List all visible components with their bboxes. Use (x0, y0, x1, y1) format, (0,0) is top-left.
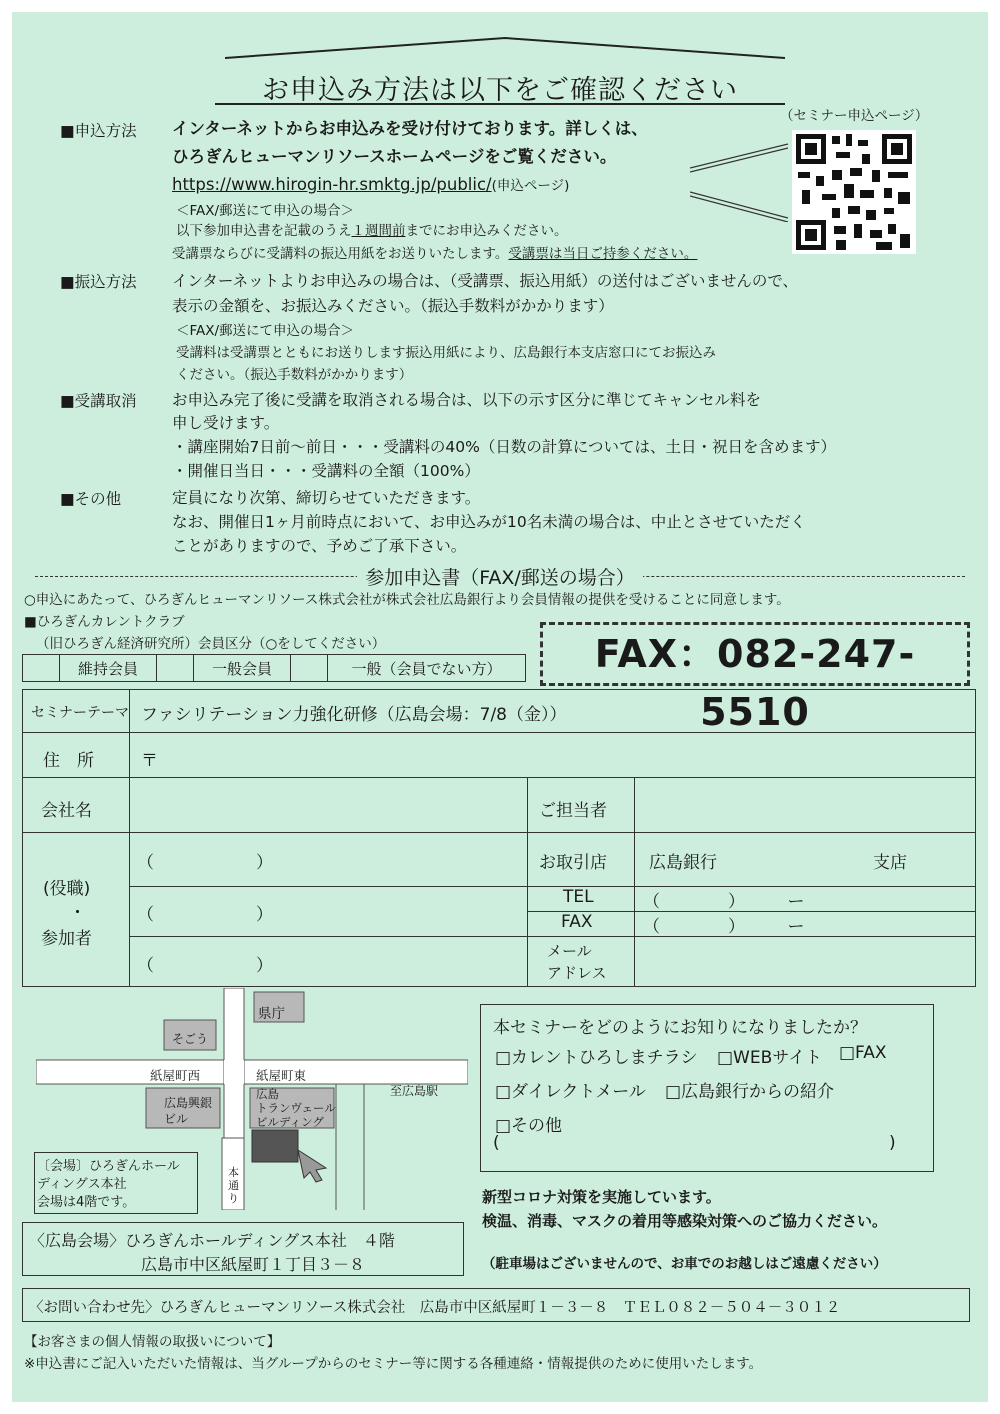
parking-note: （駐車場はございませんので、お車でのお越しはご遠慮ください） (482, 1256, 887, 1272)
transfer-fax-head: ＜FAX/郵送にて申込の場合＞ (176, 323, 355, 339)
company-label: 会社名 (41, 801, 92, 821)
form-title: 参加申込書（FAX/郵送の場合） (357, 567, 643, 589)
bank-value: 広島銀行 (649, 853, 717, 873)
transfer-fax-1: 受講料は受講票とともにお送りします振込用紙により、広島銀行本支店窓口にてお振込み (176, 345, 716, 361)
map-to-station: 至広島駅 (390, 1084, 439, 1098)
map-tv-3: ビルディング (256, 1115, 324, 1129)
apply-url-link[interactable]: https://www.hirogin-hr.smktg.jp/public/ (172, 175, 492, 194)
question-title: 本セミナーをどのようにお知りになりましたか？ (493, 1018, 867, 1038)
cancel-line-2: 申し受けます。 (172, 414, 280, 432)
transfer-line-2: 表示の金額を、お振込みください。（振込手数料がかかります） (172, 297, 614, 315)
apply-fax-bring: 受講票は当日ご持参ください。 (508, 246, 698, 262)
apply-fax-1: 以下参加申込書を記載のうえ (176, 223, 352, 239)
participant-2-field[interactable]: （ ） (137, 905, 273, 925)
venue-address-box (22, 1222, 464, 1276)
contact-text: 〈お問い合わせ先〉ひろぎんヒューマンリソース株式会社 広島市中区紙屋町１－３－８ ＴＥＬ０８２－５０４－３０１２ (29, 1300, 841, 1316)
tel-field[interactable]: （ ） ー (643, 892, 805, 912)
fax-field[interactable]: （ ） ー (643, 917, 805, 937)
map-kencho: 県庁 (258, 1006, 285, 1022)
application-form (22, 689, 976, 987)
apply-line-2: ひろぎんヒューマンリソースホームページをご覧ください。 (172, 147, 617, 166)
club-title: ■ひろぎんカレントクラブ (24, 614, 185, 630)
venue-note-2: ディングス本社 (37, 1177, 127, 1192)
member-check-1[interactable] (23, 655, 60, 682)
map-tv-1: 広島 (256, 1087, 279, 1101)
club-subtitle: （旧ひろぎん経済研究所）会員区分（○をしてください） (36, 636, 386, 652)
other-label: ■その他 (60, 490, 122, 508)
option-web[interactable]: □WEBサイト (717, 1048, 823, 1068)
other-paren-close: ) (889, 1133, 896, 1153)
address-label: 住 所 (43, 751, 94, 771)
map-hondori: 本通り (228, 1166, 239, 1205)
title-underline (215, 102, 785, 106)
mail-label-1: メール (547, 942, 592, 960)
mail-label-2: アドレス (547, 964, 607, 982)
cancel-line-3: ・講座開始7日前～前日・・・受講料の40%（日数の計算については、土日・祝日を含めます） (172, 438, 837, 456)
theme-label: セミナーテーマ (31, 705, 129, 721)
fax-label: FAX (561, 912, 593, 932)
map-kamiya-west: 紙屋町西 (150, 1068, 201, 1083)
tel-label: TEL (563, 887, 594, 907)
map-kamiya-east: 紙屋町東 (256, 1068, 307, 1083)
transfer-fax-2: ください。（振込手数料がかかります） (176, 367, 413, 383)
venue-address-1: 〈広島会場〉ひろぎんホールディングス本社 ４階 (29, 1231, 395, 1250)
covid-line-1: 新型コロナ対策を実施しています。 (482, 1188, 721, 1206)
address-postal[interactable]: 〒 (141, 751, 158, 771)
venue-address-2: 広島市中区紙屋町１丁目３－８ (141, 1255, 366, 1274)
participant-label-dot: ・ (69, 903, 86, 923)
qr-caption: （セミナー申込ページ） (780, 108, 929, 124)
other-paren-open: ( (493, 1133, 500, 1153)
privacy-heading: 【お客さまの個人情報の取扱いについて】 (24, 1334, 281, 1350)
participant-label: 参加者 (41, 929, 92, 949)
option-fax[interactable]: □FAX (839, 1043, 887, 1063)
cancel-line-4: ・開催日当日・・・受講料の全額（100%） (172, 462, 480, 480)
map-tv-2: トランヴェール (256, 1101, 336, 1115)
qr-code-icon[interactable] (792, 130, 916, 254)
apply-fax-head: ＜FAX/郵送にて申込の場合＞ (176, 203, 355, 219)
consent-text: ○申込にあたって、ひろぎんヒューマンリソース株式会社が株式会社広島銀行より会員情報の提供を受けることに同意します。 (24, 592, 790, 608)
transfer-label: ■振込方法 (60, 273, 137, 291)
venue-note-1: 〔会場〕ひろぎんホール (37, 1159, 180, 1174)
member-type-nonmember: 一般（会員でない方） (328, 655, 526, 682)
apply-line-1: インターネットからお申込みを受け付けております。詳しくは、 (172, 119, 648, 138)
cancel-line-1: お申込み完了後に受講を取消される場合は、以下の示す区分に準じてキャンセル料を (172, 391, 762, 409)
other-line-3: ことがありますので、予めご了承下さい。 (172, 537, 467, 555)
page-title: お申込み方法は以下をご確認ください (262, 75, 738, 106)
bank-label: お取引店 (539, 853, 607, 873)
fax-number: FAX：082-247-5510 (540, 622, 970, 686)
map-kogin-2: ビル (164, 1112, 189, 1126)
participant-label-position: (役職) (43, 879, 91, 899)
venue-note-3: 会場は4階です。 (37, 1195, 136, 1210)
transfer-line-1: インターネットよりお申込みの場合は、（受講票、振込用紙）の送付はございませんので、 (172, 272, 799, 290)
privacy-body: ※申込書にご記入いただいた情報は、当グループからのセミナー等に関する各種連絡・情報提供のために使用いたします。 (24, 1356, 763, 1372)
venue-note (34, 1152, 198, 1214)
source-question-box (480, 1004, 934, 1172)
apply-label: ■申込方法 (60, 122, 137, 140)
member-check-2[interactable] (157, 655, 194, 682)
option-bank[interactable]: □広島銀行からの紹介 (665, 1082, 835, 1102)
map-sogo: そごう (172, 1032, 209, 1046)
branch-label[interactable]: 支店 (873, 853, 907, 873)
cancel-label: ■受講取消 (60, 392, 137, 410)
member-type-table (22, 654, 526, 682)
option-other[interactable]: □その他 (495, 1116, 563, 1136)
apply-fax-deadline: １週間前 (351, 223, 406, 239)
contact-label: ご担当者 (539, 801, 607, 821)
other-line-1: 定員になり次第、締切らせていただきます。 (172, 489, 481, 507)
apply-url-note: (申込ページ) (491, 178, 570, 194)
member-type-general: 一般会員 (194, 655, 291, 682)
qr-pointer-lines (690, 142, 790, 222)
member-type-maintain: 維持会員 (60, 655, 157, 682)
covid-line-2: 検温、消毒、マスクの着用等感染対策へのご協力ください。 (482, 1212, 888, 1230)
contact-box (22, 1288, 970, 1322)
map-kogin-1: 広島興銀 (164, 1096, 213, 1110)
theme-value[interactable]: ファシリテーション力強化研修（広島会場：7/8（金）） (141, 705, 567, 725)
apply-fax-2: 受講票ならびに受講料の振込用紙をお送りいたします。 (172, 246, 509, 262)
member-check-3[interactable] (291, 655, 328, 682)
option-dm[interactable]: □ダイレクトメール (495, 1082, 646, 1102)
participant-3-field[interactable]: （ ） (137, 956, 273, 976)
apply-fax-1b: までにお申込みください。 (405, 223, 568, 239)
option-chirashi[interactable]: □カレントひろしまチラシ (495, 1048, 698, 1068)
other-line-2: なお、開催日1ヶ月前時点において、お申込みが10名未満の場合は、中止とさせていただく (172, 513, 806, 531)
participant-1-field[interactable]: （ ） (137, 853, 273, 873)
